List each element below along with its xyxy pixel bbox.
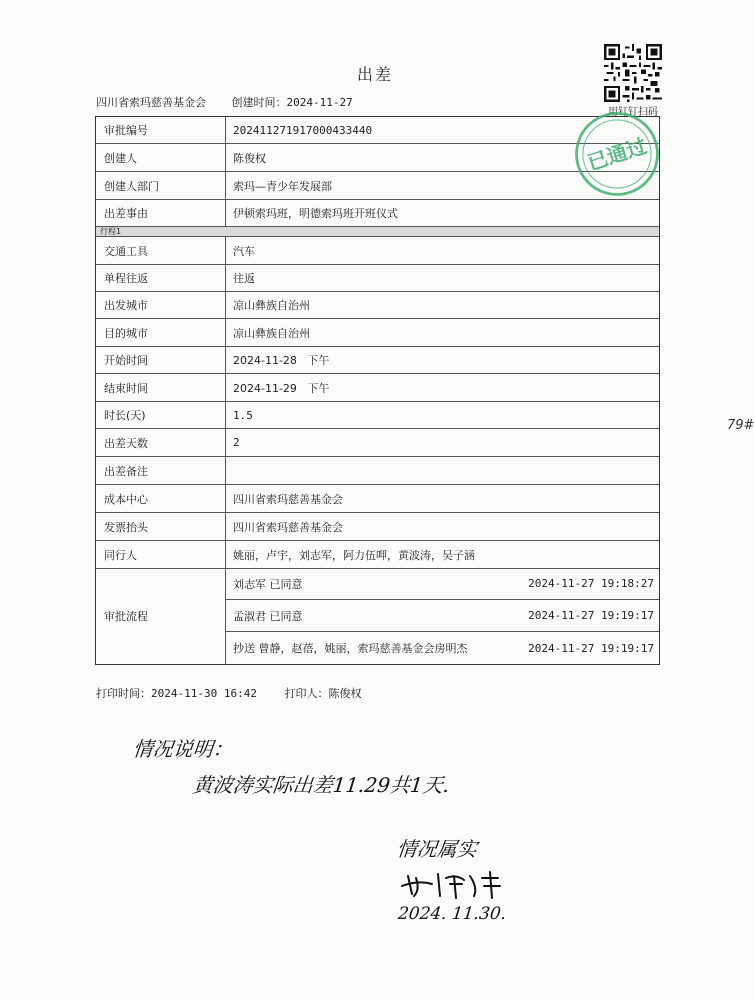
handwritten-confirmation: 情况属实	[395, 837, 479, 861]
document-title: 出差	[356, 65, 393, 84]
qr-caption: 用钉钉扫码	[608, 107, 658, 118]
value-remarks	[233, 457, 653, 484]
label-depart-city: 出发城市	[96, 292, 226, 318]
label-duration: 时长(天)	[96, 402, 226, 428]
row-dest-city	[96, 319, 659, 347]
value-invoice-title: 四川省索玛慈善基金会	[233, 520, 343, 534]
row-transport	[96, 237, 659, 265]
printer-name: 陈俊权	[328, 687, 362, 700]
label-reason: 出差事由	[96, 200, 226, 226]
value-depart-city: 凉山彝族自治州	[233, 299, 310, 312]
print-time: 2024-11-30 16:42	[151, 687, 257, 700]
approval-step	[226, 600, 659, 632]
label-start-time: 开始时间	[96, 347, 226, 373]
approval-step-time: 2024-11-27 19:19:17	[528, 641, 654, 655]
approval-step	[226, 568, 659, 600]
qr-code-icon[interactable]	[604, 44, 662, 102]
stamp-text: 已通过	[584, 133, 650, 176]
handwritten-heading: 情况说明：	[131, 737, 235, 761]
label-invoice-title: 发票抬头	[96, 513, 226, 540]
printer-label: 打印人：	[284, 687, 329, 700]
label-remarks: 出差备注	[96, 457, 226, 484]
side-handwritten-note: 79#	[727, 418, 754, 433]
value-transport: 汽车	[233, 244, 255, 258]
print-time-label: 打印时间：	[96, 687, 151, 700]
row-trip-type	[96, 265, 659, 292]
handwritten-signature	[398, 868, 508, 900]
value-days: 2	[233, 436, 240, 449]
approval-step-who: 孟淑君 已同意	[233, 609, 303, 623]
header-line	[96, 94, 353, 110]
value-approval-no: 202411271917000433440	[233, 123, 373, 137]
row-invoice-title	[96, 513, 659, 541]
approval-step-who: 抄送 曾静，赵蓓，姚丽，索玛慈善基金会房明杰	[233, 642, 468, 655]
label-trip-type: 单程往返	[96, 265, 226, 291]
label-days: 出差天数	[96, 429, 226, 456]
label-companions: 同行人	[96, 541, 226, 568]
row-days	[96, 429, 659, 457]
created-label: 创建时间：	[231, 96, 287, 109]
organization-name: 四川省索玛慈善基金会	[96, 96, 206, 109]
value-end-time: 2024-11-29 下午	[233, 381, 330, 395]
row-cost-center	[96, 485, 659, 513]
approval-step-who: 刘志军 已同意	[233, 577, 303, 591]
created-date: 2024-11-27	[286, 96, 353, 109]
row-reason	[96, 200, 659, 227]
label-approval-no: 审批编号	[96, 117, 226, 143]
value-cost-center: 四川省索玛慈善基金会	[233, 492, 343, 506]
row-depart-city	[96, 292, 659, 319]
value-creator: 陈俊权	[233, 151, 266, 165]
row-end-time	[96, 374, 659, 402]
value-duration: 1.5	[233, 408, 253, 422]
label-creator: 创建人	[96, 144, 226, 171]
label-cost-center: 成本中心	[96, 485, 226, 512]
value-reason: 伊顿索玛班，明德索玛班开班仪式	[233, 207, 398, 220]
row-start-time	[96, 347, 659, 374]
approval-step-cc	[226, 632, 659, 664]
handwritten-date: 2024. 11.30.	[396, 904, 508, 924]
row-companions	[96, 541, 659, 569]
approval-step-time: 2024-11-27 19:18:27	[528, 577, 654, 590]
print-info	[96, 685, 361, 701]
handwritten-note: 黄波涛实际出差11.29共1天.	[191, 773, 451, 797]
label-transport: 交通工具	[96, 237, 226, 264]
row-remarks	[96, 457, 659, 485]
approved-stamp-icon	[571, 108, 663, 200]
value-department: 索玛—青少年发展部	[233, 179, 332, 193]
section-trip: 行程1	[96, 227, 659, 237]
value-start-time: 2024-11-28 下午	[233, 354, 330, 367]
value-trip-type: 往返	[233, 272, 255, 285]
value-dest-city: 凉山彝族自治州	[233, 326, 310, 340]
approval-flow	[96, 568, 659, 664]
label-department: 创建人部门	[96, 172, 226, 199]
value-companions: 姚丽，卢宇，刘志军，阿力伍呷，黄波涛，吴子涵	[233, 548, 475, 562]
label-dest-city: 目的城市	[96, 319, 226, 346]
approval-step-time: 2024-11-27 19:19:17	[528, 609, 654, 622]
label-end-time: 结束时间	[96, 374, 226, 401]
label-approval-flow: 审批流程	[96, 568, 226, 664]
row-duration	[96, 402, 659, 429]
